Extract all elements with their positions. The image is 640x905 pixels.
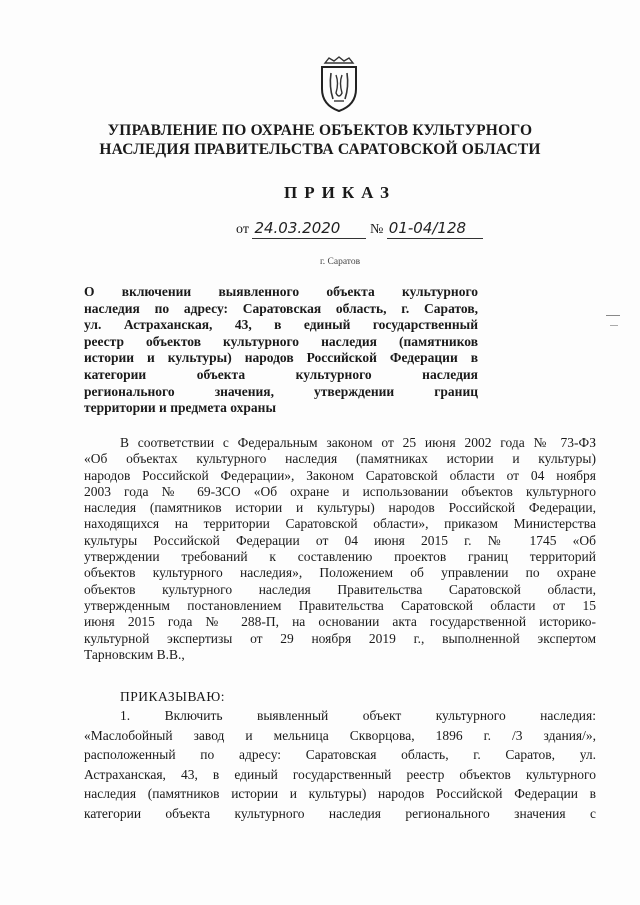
body-line: находящихся на территории Саратовской области», приказом Министерства	[84, 516, 596, 532]
order-item-1	[84, 706, 596, 823]
body-line: культуры Российской Федерации от 04 июня 2015 г. № 1745 «Об	[84, 532, 596, 548]
subject-line: реестр объектов культурного наследия (памятников	[84, 333, 478, 349]
body-line: июня 2015 года № 288-П, на основании акта государственной историко-	[84, 614, 596, 630]
subject-line: истории и культуры) народов Российской Федерации в	[84, 350, 478, 366]
order-word: ПРИКАЗЫВАЮ:	[120, 689, 225, 704]
body-line: объектов культурного наследия Правительства Саратовской области,	[84, 581, 596, 597]
body-line: культурной экспертизы от 29 ноября 2019 г., выполненной экспертом	[84, 630, 596, 646]
body-line: наследия (памятников истории и культуры) народов Российской Федерации,	[84, 500, 596, 516]
city-label: г. Саратов	[319, 257, 361, 267]
number-prefix: №	[369, 222, 384, 237]
order-subject	[84, 284, 478, 417]
body-line: объектов культурного наследия», Положением об управлении по охране	[84, 565, 596, 581]
body-line: «Об объектах культурного наследия (памятниках истории и культуры)	[84, 451, 596, 467]
subject-line: территории и предмета охраны	[84, 400, 276, 416]
margin-mark	[606, 315, 620, 316]
saratov-coat-of-arms-icon	[316, 55, 362, 113]
subject-line: ул. Астраханская, 43, в единый государственный	[84, 317, 478, 333]
organization-name-line2: НАСЛЕДИЯ ПРАВИТЕЛЬСТВА САРАТОВСКОЙ ОБЛАСТИ	[99, 141, 541, 158]
body-line: Тарновским В.В.,	[84, 646, 185, 662]
body-line: утвержденным постановлением Правительства Саратовской области от 15	[84, 597, 596, 613]
item-line: Астраханская, 43, в единый государственный реестр объектов культурного	[84, 766, 596, 782]
item-line: категории объекта культурного наследия регионального значения с	[84, 805, 596, 821]
item-line: расположенный по адресу: Саратовская область, г. Саратов, ул.	[84, 747, 596, 762]
preamble-paragraph	[84, 435, 596, 663]
subject-line: О включении выявленного объекта культурного	[84, 284, 478, 299]
body-line: В соответствии с Федеральным законом от 25 июня 2002 года № 73-ФЗ	[120, 435, 596, 450]
subject-line: категории объекта культурного наследия	[84, 366, 478, 382]
handwritten-date: 24.03.2020	[254, 219, 341, 237]
date-prefix: от	[236, 222, 249, 237]
body-line: утверждении требований к составлению проектов границ территорий	[84, 549, 596, 565]
item-line: наследия (памятников истории и культуры) народов Российской Федерации в	[84, 786, 596, 801]
document-title: ПРИКАЗ	[284, 183, 396, 202]
item-line: «Маслобойный завод и мельница Скворцова, 1896 г. /3 здания/»,	[84, 727, 596, 743]
margin-mark	[610, 325, 618, 326]
body-line: народов Российской Федерации», Законом Саратовской области от 04 ноября	[84, 467, 596, 483]
item-line: 1. Включить выявленный объект культурного наследия:	[120, 708, 596, 723]
handwritten-number: 01-04/128	[388, 219, 467, 237]
subject-line: наследия по адресу: Саратовская область, г. Саратов,	[84, 300, 478, 316]
organization-name-line1: УПРАВЛЕНИЕ ПО ОХРАНЕ ОБЪЕКТОВ КУЛЬТУРНОГО	[107, 122, 533, 139]
date-number-line	[236, 219, 483, 239]
subject-line: регионального значения, утверждении границ	[84, 383, 478, 399]
body-line: 2003 года № 69-ЗСО «Об охране и использовании объектов культурного	[84, 483, 596, 499]
